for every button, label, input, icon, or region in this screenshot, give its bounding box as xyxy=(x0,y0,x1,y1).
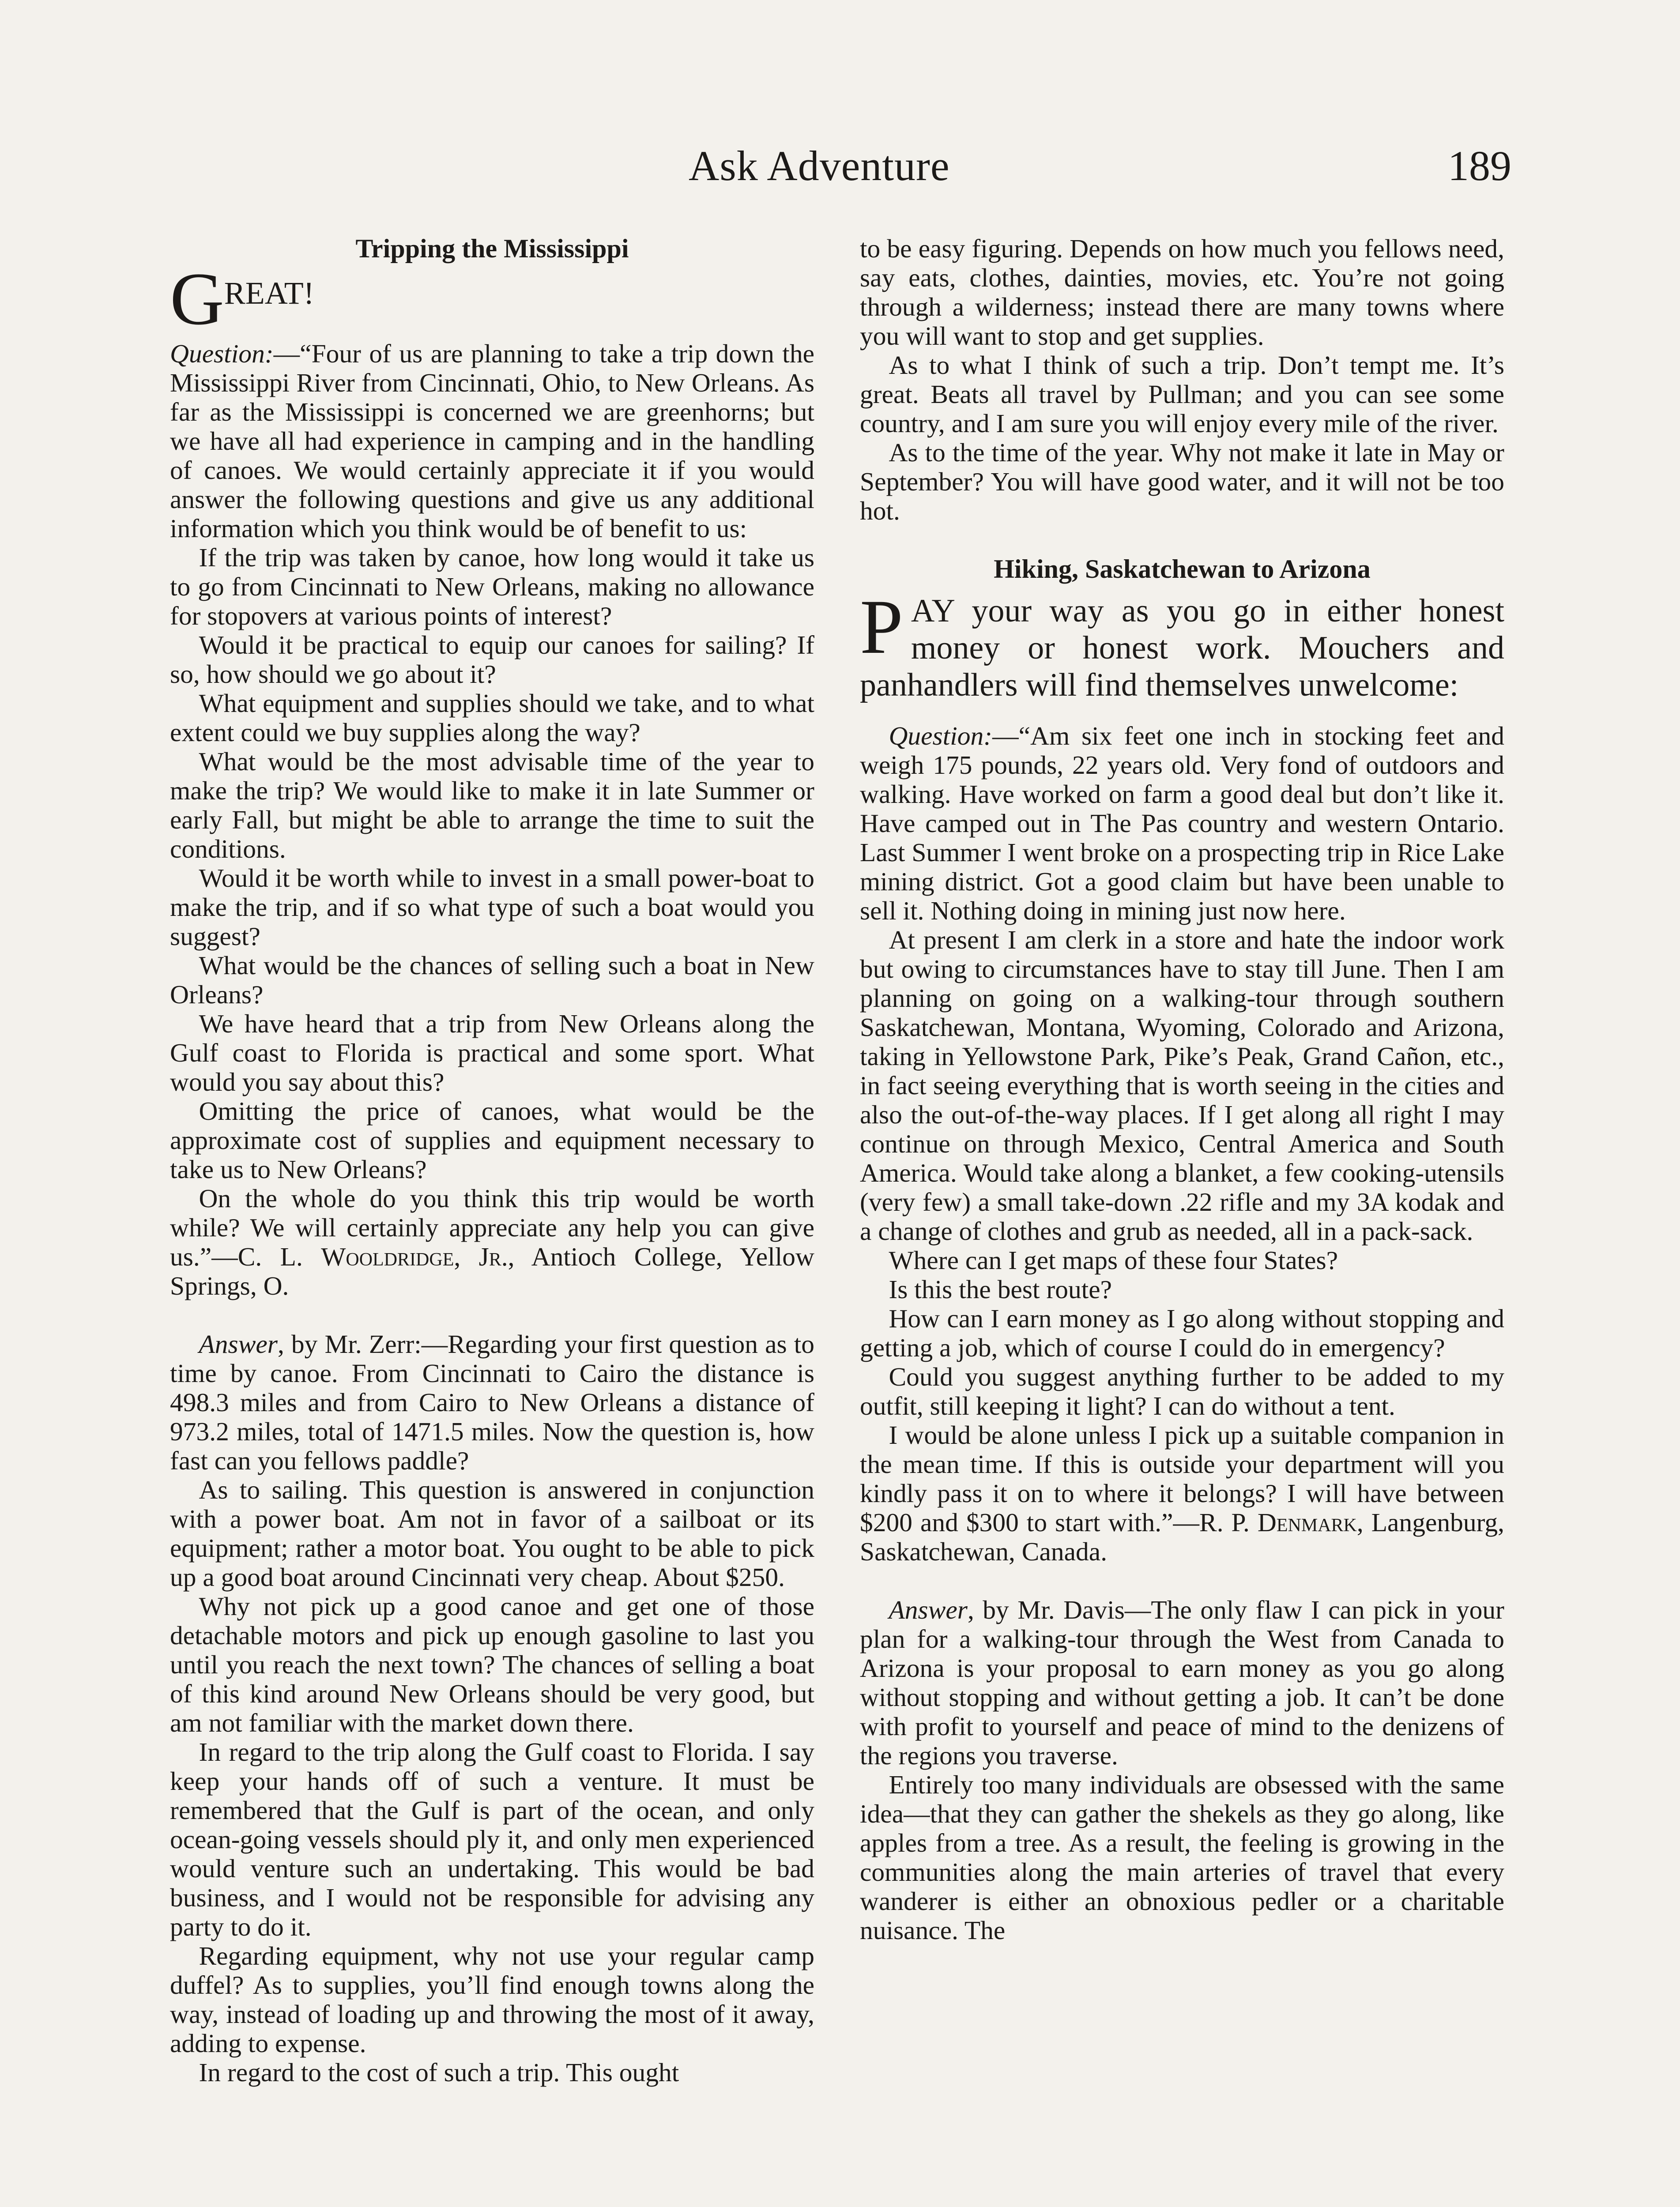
answer-paragraph: Regarding equipment, why not use your regular camp duffel? As to supplies, you’ll find enough towns along the way, instead of loading up and throwing the most of it away, adding to expense. xyxy=(170,1941,814,2058)
drop-cap-rest: AY your way as you go in either honest money or honest work. Mouchers and panhandlers will find themselves unwelcome: xyxy=(860,593,1504,703)
question-text: —“Four of us are planning to take a trip down the Mississippi River from Cincinnati, Ohio, to New Orleans. As far as the Mississippi is concerned we are greenhorns; but we have all had experience in camping and in the handling of canoes. We would certainly appreciate it if you would answer the following questions and give us any additional information which you think would be of benefit to us: xyxy=(170,339,814,543)
lead-paragraph xyxy=(860,584,1504,704)
page-header xyxy=(0,141,1680,199)
question-paragraph: Would it be practical to equip our canoes for sailing? If so, how should we go about it? xyxy=(170,630,814,689)
lead-line xyxy=(170,257,814,340)
signature-name: Wooldridge, Jr. xyxy=(321,1242,508,1271)
answer-label: Answer xyxy=(889,1595,968,1624)
question-paragraph: What would be the most advisable time of the year to make the trip? We would like to make it in late Summer or early Fall, but might be able to arrange the time to suit the conditions. xyxy=(170,747,814,863)
answer-paragraph: Entirely too many individuals are obsessed with the same idea—that they can gather the shekels as they go along, like apples from a tree. As a result, the feeling is growing in the communities along the main arteries of travel that every wanderer is either an obnoxious pedler or a charitable nuisance. The xyxy=(860,1770,1504,1945)
answer-paragraph xyxy=(170,1329,814,1475)
question-paragraph: If the trip was taken by canoe, how long would it take us to go from Cincinnati to New Orleans, making no allowance for stopovers at various points of interest? xyxy=(170,543,814,630)
question-paragraph: Could you suggest anything further to be added to my outfit, still keeping it light? I can do without a tent. xyxy=(860,1362,1504,1420)
signature-name: Denmark xyxy=(1257,1508,1357,1537)
page-number: 189 xyxy=(1448,142,1511,189)
question-paragraph: At present I am clerk in a store and hate the indoor work but owing to circumstances have to stay till June. Then I am planning on going on a walking-tour through southern Saskatchewan, Montana, Wyoming, Colorado and Arizona, taking in Yellowstone Park, Pike’s Peak, Grand Cañon, etc., in fact seeing everything that is worth seeing in the cities and also the out-of-the-way places. If I get along all right I may continue on through Mexico, Central America and South America. Would take along a blanket, a few cooking-utensils (very few) a small take-down .22 rifle and my 3A kodak and a change of clothes and grub as needed, all in a pack-sack. xyxy=(860,925,1504,1246)
continued-paragraph: to be easy figuring. Depends on how much you fellows need, say eats, clothes, dainties, movies, etc. You’re not going through a wilderness; instead there are many towns where you will want to stop and get supplies. xyxy=(860,234,1504,350)
continued-paragraph: As to the time of the year. Why not make it late in May or September? You will have good water, and it will not be too hot. xyxy=(860,438,1504,525)
running-head: Ask Adventure xyxy=(689,142,950,189)
question-text: —“Am six feet one inch in stocking feet and weigh 175 pounds, 22 years old. Very fond of outdoors and walking. Have worked on farm a good deal but don’t like it. Have camped out in The Pas country and western Ontario. Last Summer I went broke on a prospecting trip in Rice Lake mining district. Got a good claim but have been unable to sell it. Nothing doing in mining just now here. xyxy=(860,721,1504,925)
continued-paragraph: As to what I think of such a trip. Don’t tempt me. It’s great. Beats all travel by Pullman; and you can see some country, and I am sure you will enjoy every mile of the river. xyxy=(860,350,1504,438)
answer-paragraph: In regard to the trip along the Gulf coast to Florida. I say keep your hands off of such a venture. It must be remembered that the Gulf is part of the ocean, and only ocean-going vessels should ply it, and only men experienced would venture such an undertaking. This would be bad business, and I would not be responsible for advising any party to do it. xyxy=(170,1737,814,1941)
drop-cap: P xyxy=(860,584,903,670)
answer-paragraph: As to sailing. This question is answered in conjunction with a power boat. Am not in favor of a sailboat or its equipment; rather a motor boat. You ought to be able to pick up a good boat around Cincinnati very cheap. About $250. xyxy=(170,1475,814,1592)
signature-place: , Antioch College, Yellow Springs, O. xyxy=(170,1242,814,1300)
drop-cap-rest: REAT! xyxy=(224,275,314,311)
question-paragraph xyxy=(170,339,814,543)
question-paragraph: Is this the best route? xyxy=(889,1275,1112,1304)
answer-label: Answer xyxy=(199,1329,278,1359)
question-text: I would be alone unless I pick up a suitable companion in the mean time. If this is outside your department will you kindly pass it on to where it belongs? I will have between $200 and $300 to start with.”—R. P. xyxy=(860,1420,1504,1537)
question-paragraph xyxy=(860,1420,1504,1566)
question-paragraph: What equipment and supplies should we take, and to what extent could we buy supplies along the way? xyxy=(170,689,814,747)
question-label: Question: xyxy=(170,339,274,368)
answer-text: , by Mr. Zerr:—Regarding your first question as to time by canoe. From Cincinnati to Cairo the distance is 498.3 miles and from Cairo to New Orleans a distance of 973.2 miles, total of 1471.5 miles. Now the question is, how fast can you fellows paddle? xyxy=(170,1329,814,1475)
question-paragraph: How can I earn money as I go along without stopping and getting a job, which of course I could do in emergency? xyxy=(860,1304,1504,1362)
answer-paragraph: Why not pick up a good canoe and get one of those detachable motors and pick up enough gasoline to last you until you reach the next town? The chances of selling a boat of this kind around New Orleans should be very good, but am not familiar with the market down there. xyxy=(170,1592,814,1737)
question-paragraph xyxy=(170,1184,814,1300)
answer-text: , by Mr. Davis—The only flaw I can pick in your plan for a walking-tour through the West from Canada to Arizona is your proposal to earn money as you go along without stopping and without getting a job. It can’t be done with profit to yourself and peace of mind to the denizens of the regions you traverse. xyxy=(860,1595,1504,1770)
drop-cap: G xyxy=(170,257,224,340)
section-heading: Hiking, Saskatchewan to Arizona xyxy=(994,554,1371,584)
question-paragraph: Where can I get maps of these four States? xyxy=(889,1246,1338,1275)
signature-place: , Langenburg, Saskatchewan, Canada. xyxy=(860,1508,1504,1566)
question-label: Question: xyxy=(889,721,993,750)
right-column xyxy=(860,234,1504,1945)
left-column xyxy=(170,234,814,2087)
section-heading: Tripping the Mississippi xyxy=(355,234,629,263)
question-paragraph: What would be the chances of selling such a boat in New Orleans? xyxy=(170,951,814,1009)
question-paragraph xyxy=(860,721,1504,925)
answer-paragraph xyxy=(860,1595,1504,1770)
question-text: On the whole do you think this trip would be worth while? We will certainly appreciate any help you can give us.”—C. L. xyxy=(170,1184,814,1271)
question-paragraph: Omitting the price of canoes, what would be the approximate cost of supplies and equipment necessary to take us to New Orleans? xyxy=(170,1096,814,1184)
answer-paragraph: In regard to the cost of such a trip. This ought xyxy=(199,2058,679,2087)
question-paragraph: We have heard that a trip from New Orleans along the Gulf coast to Florida is practical and some sport. What would you say about this? xyxy=(170,1009,814,1096)
question-paragraph: Would it be worth while to invest in a small power-boat to make the trip, and if so what type of such a boat would you suggest? xyxy=(170,863,814,951)
